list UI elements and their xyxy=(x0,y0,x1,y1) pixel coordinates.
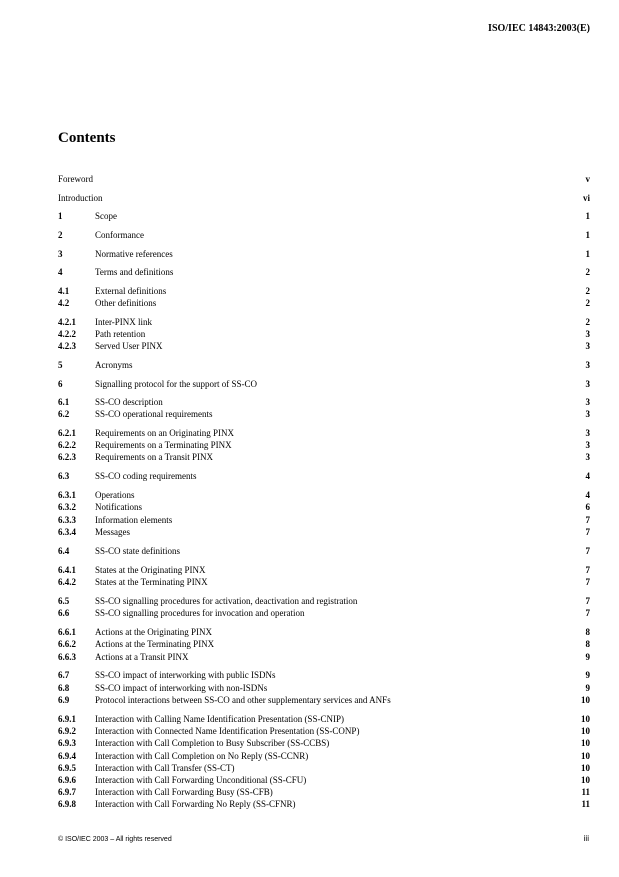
toc-page: 2 xyxy=(585,298,590,308)
toc-entry[interactable] xyxy=(58,786,590,798)
toc-page: 7 xyxy=(585,608,590,618)
toc-page: 2 xyxy=(585,286,590,296)
toc-entry[interactable] xyxy=(58,396,590,408)
toc-page: 11 xyxy=(581,799,590,809)
toc-entry[interactable] xyxy=(58,501,590,513)
toc-entry[interactable] xyxy=(58,762,590,774)
toc-page: v xyxy=(585,174,590,184)
toc-page: 7 xyxy=(585,515,590,525)
toc-number: 6.6.2 xyxy=(58,639,76,649)
toc-title: Other definitions xyxy=(95,298,157,308)
toc-title: Information elements xyxy=(95,515,173,525)
toc-entry[interactable] xyxy=(58,359,590,371)
toc-title: Interaction with Call Completion to Busy Subscriber (SS-CCBS) xyxy=(95,738,330,748)
toc-entry[interactable] xyxy=(58,576,590,588)
toc-page: 10 xyxy=(581,695,590,705)
toc-number: 2 xyxy=(58,230,63,240)
toc-page: 8 xyxy=(585,627,590,637)
toc-number: 6.8 xyxy=(58,683,70,693)
toc-title: Conformance xyxy=(95,230,144,240)
toc-entry[interactable] xyxy=(58,210,590,222)
toc-entry[interactable] xyxy=(58,439,590,451)
toc-number: 6.9.6 xyxy=(58,775,76,785)
toc-title: Interaction with Call Transfer (SS-CT) xyxy=(95,763,235,773)
toc-entry[interactable] xyxy=(58,248,590,260)
toc-number: 4 xyxy=(58,267,63,277)
toc-page: 10 xyxy=(581,763,590,773)
toc-entry[interactable] xyxy=(58,192,590,204)
toc-page: 1 xyxy=(585,249,590,259)
toc-title: SS-CO signalling procedures for invocation and operation xyxy=(95,608,305,618)
toc-page: 10 xyxy=(581,775,590,785)
toc-entry[interactable] xyxy=(58,694,590,706)
copyright-notice: © ISO/IEC 2003 – All rights reserved xyxy=(58,836,172,843)
toc-title: Terms and definitions xyxy=(95,267,174,277)
toc-page: vi xyxy=(582,193,590,203)
toc-title: SS-CO signalling procedures for activation, deactivation and registration xyxy=(95,596,358,606)
toc-page: 3 xyxy=(585,341,590,351)
toc-entry[interactable] xyxy=(58,266,590,278)
toc-entry[interactable] xyxy=(58,285,590,297)
toc-entry[interactable] xyxy=(58,595,590,607)
toc-number: 6.3.3 xyxy=(58,515,76,525)
toc-number: 3 xyxy=(58,249,63,259)
toc-page: 3 xyxy=(585,409,590,419)
toc-number: 6.4 xyxy=(58,546,70,556)
toc-page: 3 xyxy=(585,329,590,339)
toc-page: 8 xyxy=(585,639,590,649)
toc-title: Operations xyxy=(95,490,135,500)
toc-number: 6.2.1 xyxy=(58,428,76,438)
toc-title: Notifications xyxy=(95,502,142,512)
toc-title: Introduction xyxy=(58,193,103,203)
page-title: Contents xyxy=(58,130,116,146)
toc-number: 6.4.1 xyxy=(58,565,76,575)
toc-title: Actions at a Transit PINX xyxy=(95,652,189,662)
toc-entry[interactable] xyxy=(58,651,590,663)
toc-title: Messages xyxy=(95,527,130,537)
toc-entry[interactable] xyxy=(58,297,590,309)
toc-title: Foreword xyxy=(58,174,93,184)
toc-title: States at the Terminating PINX xyxy=(95,577,208,587)
toc-title: SS-CO operational requirements xyxy=(95,409,213,419)
toc-number: 4.1 xyxy=(58,286,70,296)
toc-title: Interaction with Call Completion on No Reply (SS-CCNR) xyxy=(95,751,309,761)
toc-page: 4 xyxy=(585,471,590,481)
toc-page: 3 xyxy=(585,397,590,407)
toc-title: Actions at the Originating PINX xyxy=(95,627,212,637)
toc-page: 6 xyxy=(585,502,590,512)
toc-entry[interactable] xyxy=(58,378,590,390)
toc-number: 6.9.7 xyxy=(58,787,76,797)
toc-entry[interactable] xyxy=(58,638,590,650)
toc-page: 3 xyxy=(585,428,590,438)
toc-page: 3 xyxy=(585,452,590,462)
toc-title: Acronyms xyxy=(95,360,133,370)
toc-number: 6.1 xyxy=(58,397,70,407)
toc-page: 4 xyxy=(585,490,590,500)
toc-title: SS-CO state definitions xyxy=(95,546,180,556)
toc-page: 10 xyxy=(581,726,590,736)
toc-entry[interactable] xyxy=(58,526,590,538)
toc-page: 7 xyxy=(585,527,590,537)
toc-number: 4.2 xyxy=(58,298,70,308)
toc-number: 6.4.2 xyxy=(58,577,76,587)
toc-title: Served User PINX xyxy=(95,341,163,351)
toc-number: 6.9.8 xyxy=(58,799,76,809)
toc-page: 1 xyxy=(585,211,590,221)
toc-page: 9 xyxy=(585,670,590,680)
toc-title: Protocol interactions between SS-CO and other supplementary services and ANFs xyxy=(95,695,391,705)
toc-number: 6.6 xyxy=(58,608,70,618)
toc-number: 1 xyxy=(58,211,63,221)
toc-page: 9 xyxy=(585,652,590,662)
toc-number: 6.9 xyxy=(58,695,70,705)
toc-page: 10 xyxy=(581,751,590,761)
toc-entry[interactable] xyxy=(58,682,590,694)
toc-page: 2 xyxy=(585,267,590,277)
toc-number: 6.6.1 xyxy=(58,627,76,637)
toc-entry[interactable] xyxy=(58,489,590,501)
toc-entry[interactable] xyxy=(58,340,590,352)
toc-page: 2 xyxy=(585,317,590,327)
toc-title: Inter-PINX link xyxy=(95,317,153,327)
toc-number: 6.9.2 xyxy=(58,726,76,736)
toc-title: Requirements on an Originating PINX xyxy=(95,428,234,438)
toc-page: 10 xyxy=(581,738,590,748)
toc-title: States at the Originating PINX xyxy=(95,565,206,575)
toc-title: SS-CO coding requirements xyxy=(95,471,197,481)
toc-page: 9 xyxy=(585,683,590,693)
toc-number: 4.2.1 xyxy=(58,317,76,327)
toc-entry[interactable] xyxy=(58,750,590,762)
toc-number: 6.9.5 xyxy=(58,763,76,773)
toc-title: Path retention xyxy=(95,329,146,339)
toc-entry[interactable] xyxy=(58,607,590,619)
toc-entry[interactable] xyxy=(58,408,590,420)
toc-page: 10 xyxy=(581,714,590,724)
toc-number: 6 xyxy=(58,379,63,389)
toc-number: 6.5 xyxy=(58,596,70,606)
page-number: iii xyxy=(583,834,589,843)
toc-title: SS-CO description xyxy=(95,397,163,407)
toc-page: 7 xyxy=(585,546,590,556)
toc-number: 6.2.3 xyxy=(58,452,76,462)
toc-number: 6.3.4 xyxy=(58,527,76,537)
toc-entry[interactable] xyxy=(58,774,590,786)
toc-entry[interactable] xyxy=(58,451,590,463)
toc-page: 7 xyxy=(585,577,590,587)
toc-entry[interactable] xyxy=(58,173,590,185)
toc-entry[interactable] xyxy=(58,427,590,439)
toc-entry[interactable] xyxy=(58,545,590,557)
toc-number: 6.3 xyxy=(58,471,70,481)
toc-number: 5 xyxy=(58,360,63,370)
toc-title: SS-CO impact of interworking with public ISDNs xyxy=(95,670,276,680)
toc-entry[interactable] xyxy=(58,669,590,681)
toc-number: 6.9.3 xyxy=(58,738,76,748)
toc-title: Interaction with Call Forwarding No Reply (SS-CFNR) xyxy=(95,799,296,809)
toc-number: 6.2.2 xyxy=(58,440,76,450)
toc-title: Interaction with Connected Name Identification Presentation (SS-CONP) xyxy=(95,726,360,736)
toc-title: Normative references xyxy=(95,249,173,259)
toc-page: 3 xyxy=(585,440,590,450)
toc-number: 4.2.3 xyxy=(58,341,76,351)
toc-page: 7 xyxy=(585,565,590,575)
toc-number: 6.6.3 xyxy=(58,652,76,662)
toc-title: External definitions xyxy=(95,286,167,296)
toc-page: 7 xyxy=(585,596,590,606)
toc-page: 11 xyxy=(581,787,590,797)
toc-title: Scope xyxy=(95,211,117,221)
toc-entry[interactable] xyxy=(58,316,590,328)
toc-number: 4.2.2 xyxy=(58,329,76,339)
toc-title: Interaction with Call Forwarding Busy (SS-CFB) xyxy=(95,787,273,797)
toc-number: 6.2 xyxy=(58,409,70,419)
toc-number: 6.3.1 xyxy=(58,490,76,500)
document-id: ISO/IEC 14843:2003(E) xyxy=(488,23,590,34)
toc-title: Requirements on a Terminating PINX xyxy=(95,440,232,450)
toc-title: SS-CO impact of interworking with non-ISDNs xyxy=(95,683,268,693)
toc-entry[interactable] xyxy=(58,229,590,241)
toc-page: 3 xyxy=(585,360,590,370)
toc-entry[interactable] xyxy=(58,798,590,810)
toc-title: Interaction with Call Forwarding Unconditional (SS-CFU) xyxy=(95,775,307,785)
toc-number: 6.9.1 xyxy=(58,714,76,724)
toc-page: 3 xyxy=(585,379,590,389)
toc-entry[interactable] xyxy=(58,725,590,737)
toc-entry[interactable] xyxy=(58,470,590,482)
toc-title: Actions at the Terminating PINX xyxy=(95,639,215,649)
toc-entry[interactable] xyxy=(58,328,590,340)
toc-entry[interactable] xyxy=(58,713,590,725)
toc-number: 6.7 xyxy=(58,670,70,680)
toc-title: Interaction with Calling Name Identification Presentation (SS-CNIP) xyxy=(95,714,344,724)
toc-entry[interactable] xyxy=(58,737,590,749)
toc-entry[interactable] xyxy=(58,514,590,526)
toc-title: Signalling protocol for the support of SS-CO xyxy=(95,379,257,389)
toc-title: Requirements on a Transit PINX xyxy=(95,452,213,462)
toc-number: 6.3.2 xyxy=(58,502,76,512)
toc-entry[interactable] xyxy=(58,564,590,576)
toc-number: 6.9.4 xyxy=(58,751,76,761)
toc-page: 1 xyxy=(585,230,590,240)
toc-entry[interactable] xyxy=(58,626,590,638)
